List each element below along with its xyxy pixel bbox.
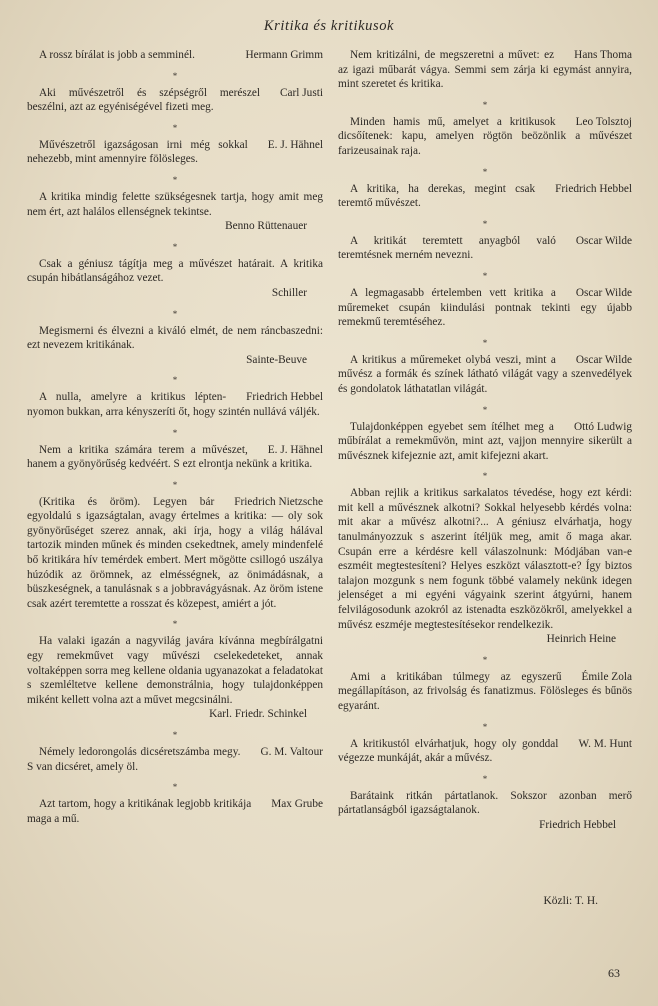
quote-author: Sainte-Beuve <box>246 353 307 366</box>
quote-author: Oscar Wilde <box>575 286 632 299</box>
separator-asterisk: * <box>482 337 488 348</box>
quote-text: Abban rejlik a kritikus sarkalatos tévedése, hogy ezt kérdi: mit kell a művésznek alkotni? Sokkal helyesebb kérdés volna: mit akar a művész alkotni?... A géniusz elvárhatja, hogy tanulmányozzuk s aszerint ítéljük meg, amit ő maga akar. Csupán erre a kérdésre kell válaszolnunk: Módjában van-e eszméit megtestesíteni? Helyes eszközt választott-e? Így biztos talajon mozgunk s nem fogunk többé valamely nekünk idegen jelenséget a mi egyéni vágyaink szerint átgyúrni, hanem felvilágosodunk azokról az istenadta eszközökről, amelyekkel a művész eszméje megtestesítésekor rendelkezik. <box>338 487 632 631</box>
quote-item <box>338 670 632 714</box>
page-number: 63 <box>608 966 620 980</box>
quote-text: Ami a kritikában túlmegy az egyszerű megállapításon, az frivolság és fanatizmus. Fölösleges és bűnös egyaránt. <box>338 670 632 712</box>
quote-text: Barátaink ritkán pártatlanok. Sokszor azonban merő pártatlanságból igazságtalanok. <box>338 789 632 817</box>
separator-asterisk: * <box>482 166 488 177</box>
quote-author: Friedrich Nietzsche <box>234 495 323 508</box>
contributor-signature: Közli: T. H. <box>543 895 598 907</box>
quote-text: A kritikustól elvárhatjuk, hogy oly gonddal végezze munkáját, akár a művész. <box>338 737 559 765</box>
quote-item <box>27 190 323 234</box>
quote-text: Ha valaki igazán a nagyvilág javára kívánna megbírálgatni egy remekművet vagy művészi cselekedeteket, annak voltaképpen sorra meg kellene oldania ugyanazokat a feladatokat s szemléltetve kellene demonstrálnia, hogy tulajdonképpen miként kellett volna azt a művet megcsinálni. <box>27 635 323 706</box>
quote-item <box>27 797 323 826</box>
page-title: Kritika és kritikusok <box>263 18 395 34</box>
quote-author: Hans Thoma <box>574 49 632 61</box>
quote-text: A kritika mindig felette szükségesnek tartja, hogy amit meg nem ért, azt halálos ellenségnek tekintse. <box>27 190 323 218</box>
left-column <box>27 48 323 834</box>
separator-asterisk: * <box>172 70 178 81</box>
quote-author: Oscar Wilde <box>575 353 632 366</box>
quote-item <box>338 115 632 159</box>
separator-asterisk: * <box>482 471 488 482</box>
quote-text: A kritikát teremtett anyagból való teremtésnek merném nevezni. <box>338 234 556 262</box>
quote-item <box>338 234 632 263</box>
quote-author: Friedrich Hebbel <box>246 391 323 404</box>
separator-asterisk: * <box>482 218 488 229</box>
quote-text: A nulla, amelyre a kritikus lépten-nyomon bukkan, arra kényszeríti őt, hogy szintén nullává váljék. <box>27 391 320 418</box>
quote-author: Leo Tolsztoj <box>575 115 632 128</box>
quote-item <box>27 257 323 301</box>
quote-item <box>338 420 632 464</box>
separator-asterisk: * <box>172 375 178 386</box>
quote-text: Művészetről igazságosan irni még sokkal nehezebb, mint amennyire fölösleges. <box>27 138 248 166</box>
quote-text: A kritikus a műremeket olybá veszi, mint a művész a formák és színek látható világát vagy a szenvedélyek és gondolatok láthatatlan világát. <box>338 353 632 395</box>
quote-author: Karl. Friedr. Schinkel <box>209 708 307 721</box>
quote-author: Benno Rüttenauer <box>225 220 307 233</box>
quote-text: (Kritika és öröm). Legyen bár egyoldalú s igazságtalan, avagy értelmes a kritika: — oly sok gyönyörűséget szerez annak, aki írja, hogy a világ hálával tartozik minden műnek és minden csekedtnek, amely mindenfelé bő kritikára hív temérdek embert. Mert mögötte csillogó uszálya húzódik az örömnek, az elmésségnek, az önimádásnak, a büszkeségnek, a tanulásnak s a jobbravágyásnak. Az öröm istene csak azért teremtette a rosszat és közepest, amiért a jót. <box>27 495 323 610</box>
separator-asterisk: * <box>482 404 488 415</box>
quote-text: Nem a kritika számára terem a művészet, hanem a gyönyörűség kedvéért. S ezt elrontja nekünk a kritika. <box>27 443 313 471</box>
quote-item <box>338 737 632 766</box>
quote-author: Hermann Grimm <box>245 49 323 61</box>
separator-asterisk: * <box>172 479 178 490</box>
quote-author: W. M. Hunt <box>578 737 632 750</box>
quote-text: Aki művészetről és szépségről merészel beszélni, azt az egyéniségével fizeti meg. <box>27 86 260 114</box>
separator-asterisk: * <box>172 122 178 133</box>
quote-item <box>27 48 323 63</box>
separator-asterisk: * <box>172 308 178 319</box>
quote-item <box>338 789 632 833</box>
quote-text: Némely ledorongolás dicséretszámba megy. S van dicséret, amely öl. <box>27 746 241 773</box>
quote-item <box>27 443 323 472</box>
quote-text: Nem kritizálni, de megszeretni a művet: ez az igazi műbarát vágya. Semmi sem zárja ki egymást annyira, mint szeretet és kritika. <box>338 49 632 91</box>
separator-asterisk: * <box>172 174 178 185</box>
quote-author: Oscar Wilde <box>575 234 632 247</box>
quote-author: Ottó Ludwig <box>573 420 632 433</box>
quote-text: A legmagasabb értelemben vett kritika a műremeket csupán kiindulási pontnak tekinti egy újabb remekmű teremtéséhez. <box>338 286 632 329</box>
quote-item <box>27 745 323 774</box>
quote-author: Friedrich Hebbel <box>539 818 616 831</box>
right-column <box>338 48 632 841</box>
separator-asterisk: * <box>172 730 178 740</box>
quote-item <box>338 48 632 92</box>
quote-item <box>338 286 632 330</box>
quote-author: Friedrich Hebbel <box>555 182 632 195</box>
quote-text: Minden hamis mű, amelyet a kritikusok dicsőítenek: kapu, amelyen rögtön beözönlik a művészet farizeusainak raja. <box>338 115 632 157</box>
separator-asterisk: * <box>172 619 178 630</box>
quote-item <box>338 353 632 397</box>
quote-author: Carl Justi <box>280 86 323 99</box>
footer <box>338 895 632 907</box>
quote-author: Émile Zola <box>581 670 632 683</box>
quote-author: Max Grube <box>271 798 323 811</box>
quote-item <box>27 324 323 368</box>
separator-asterisk: * <box>482 99 488 110</box>
quote-item <box>27 138 323 167</box>
separator-asterisk: * <box>172 782 178 793</box>
quote-author: E. J. Hähnel <box>267 443 323 456</box>
quote-text: Megismerni és élvezni a kiváló elmét, de nem ráncbaszedni: ezt nevezem kritikának. <box>27 324 323 352</box>
quote-item <box>27 86 323 115</box>
quote-author: Schiller <box>271 286 307 299</box>
quote-author: G. M. Valtour <box>260 746 323 758</box>
separator-asterisk: * <box>482 270 488 281</box>
quote-item <box>27 390 323 419</box>
separator-asterisk: * <box>172 241 178 252</box>
quote-item <box>338 486 632 647</box>
separator-asterisk: * <box>482 721 488 732</box>
quote-item <box>338 182 632 211</box>
quote-text: Azt tartom, hogy a kritikának legjobb kritikája maga a mű. <box>27 798 252 825</box>
quote-text: A kritika, ha derekas, megint csak teremtő művészet. <box>338 182 536 210</box>
quote-text: Csak a géniusz tágítja meg a művészet határait. A kritika csupán hibátlanságához vezet. <box>27 257 323 285</box>
separator-asterisk: * <box>482 654 488 665</box>
quote-author: Heinrich Heine <box>546 633 616 646</box>
quote-author: E. J. Hähnel <box>267 138 323 151</box>
quote-item <box>27 495 323 612</box>
quote-text: A rossz bírálat is jobb a semminél. <box>39 49 195 61</box>
quote-text: Tulajdonképpen egyebet sem ítélhet meg a műbírálat a remekművön, mint azt, vajjon mennyire sikerült a művésznek kifejeznie azt, amit kifejezni akart. <box>338 420 632 462</box>
separator-asterisk: * <box>482 773 488 784</box>
separator-asterisk: * <box>172 427 178 438</box>
quote-item <box>27 634 323 722</box>
